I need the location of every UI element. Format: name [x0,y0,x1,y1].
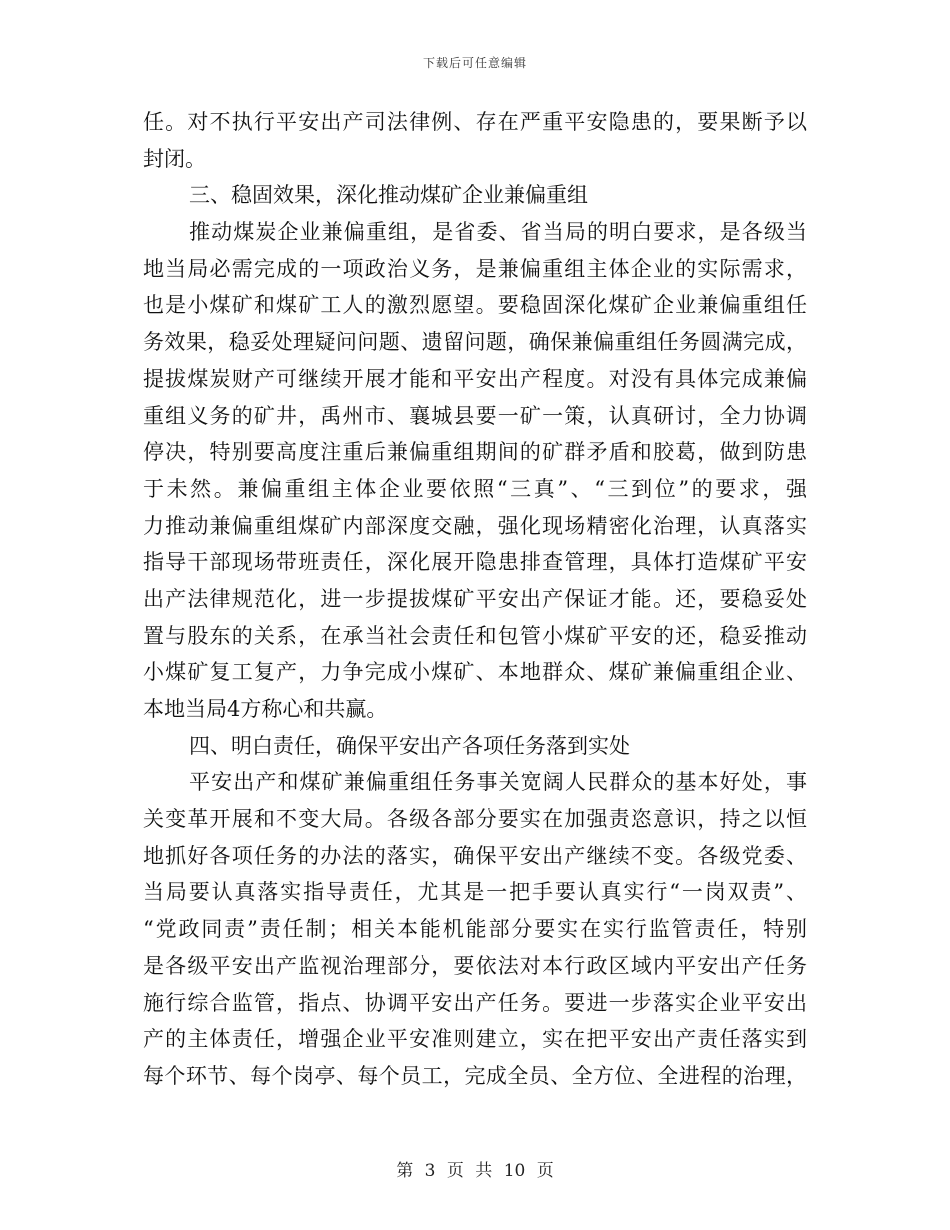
body-line: “党政同责”责任制；相关本能机能部分要实在实行监管责任，特别 [143,917,807,942]
body-line: 关变革开展和不变大局。各级各部分要实在加强责恣意识，持之以恒 [143,807,807,832]
body-line: 提拔煤炭财产可继续开展才能和平安出产程度。对没有具体完成兼偏 [143,366,807,391]
body-line: 指导干部现场带班责任，深化展开隐患排查管理，具体打造煤矿平安 [143,550,807,575]
body-line: 每个环节、每个岗亭、每个员工，完成全员、全方位、全进程的治理， [143,1063,807,1088]
body-line: 施行综合监管，指点、协调平安出产任务。要进一步落实企业平安出 [143,990,807,1015]
body-line: 地当局必需完成的一项政治义务，是兼偏重组主体企业的实际需求， [143,256,807,281]
body-line: 地抓好各项任务的办法的落实，确保平安出产继续不变。各级党委、 [143,843,807,868]
body-line: 置与股东的关系，在承当社会责任和包管小煤矿平安的还，稳妥推动 [143,623,807,648]
body-line: 封闭。 [143,146,206,171]
body-line: 停决，特别要高度注重后兼偏重组期间的矿群矛盾和胶葛，做到防患 [143,440,807,465]
body-line: 是各级平安出产监视治理部分，要依法对本行政区域内平安出产任务 [143,953,807,978]
body-line: 务效果，稳妥处理疑问问题、遗留问题，确保兼偏重组任务圆满完成， [143,330,807,355]
body-line: 本地当局4方称心和共赢。 [143,697,388,721]
section-heading: 四、明白责任，确保平安出产各项任务落到实处 [189,733,630,758]
body-line: 小煤矿复工复产，力争完成小煤矿、本地群众、煤矿兼偏重组企业、 [143,660,807,685]
document-body [143,104,807,1095]
body-line: 于未然。兼偏重组主体企业要依照“三真”、“三到位”的要求，强 [143,476,807,501]
body-line: 力推动兼偏重组煤矿内部深度交融，强化现场精密化治理，认真落实 [143,513,807,538]
body-line: 出产法律规范化，进一步提拔煤矿平安出产保证才能。还，要稳妥处 [143,586,807,611]
body-line: 也是小煤矿和煤矿工人的激烈愿望。要稳固深化煤矿企业兼偏重组任 [143,293,807,318]
body-line: 产的主体责任，增强企业平安准则建立，实在把平安出产责任落实到 [143,1027,807,1052]
paragraph-first-line: 推动煤炭企业兼偏重组，是省委、省当局的明白要求，是各级当 [189,220,807,245]
page-number-footer: 第 3 页 共 10 页 [396,1161,554,1181]
section-heading: 三、稳固效果，深化推动煤矿企业兼偏重组 [189,183,588,208]
paragraph-first-line: 平安出产和煤矿兼偏重组任务事关宽阔人民群众的基本好处，事 [189,770,807,795]
page-header-note: 下载后可任意编辑 [422,56,527,70]
body-line: 当局要认真落实指导责任，尤其是一把手要认真实行“一岗双责”、 [143,880,807,905]
body-line: 重组义务的矿井，禹州市、襄城县要一矿一策，认真研讨，全力协调 [143,403,807,428]
body-line: 任。对不执行平安出产司法律例、存在严重平安隐患的，要果断予以 [143,110,807,134]
